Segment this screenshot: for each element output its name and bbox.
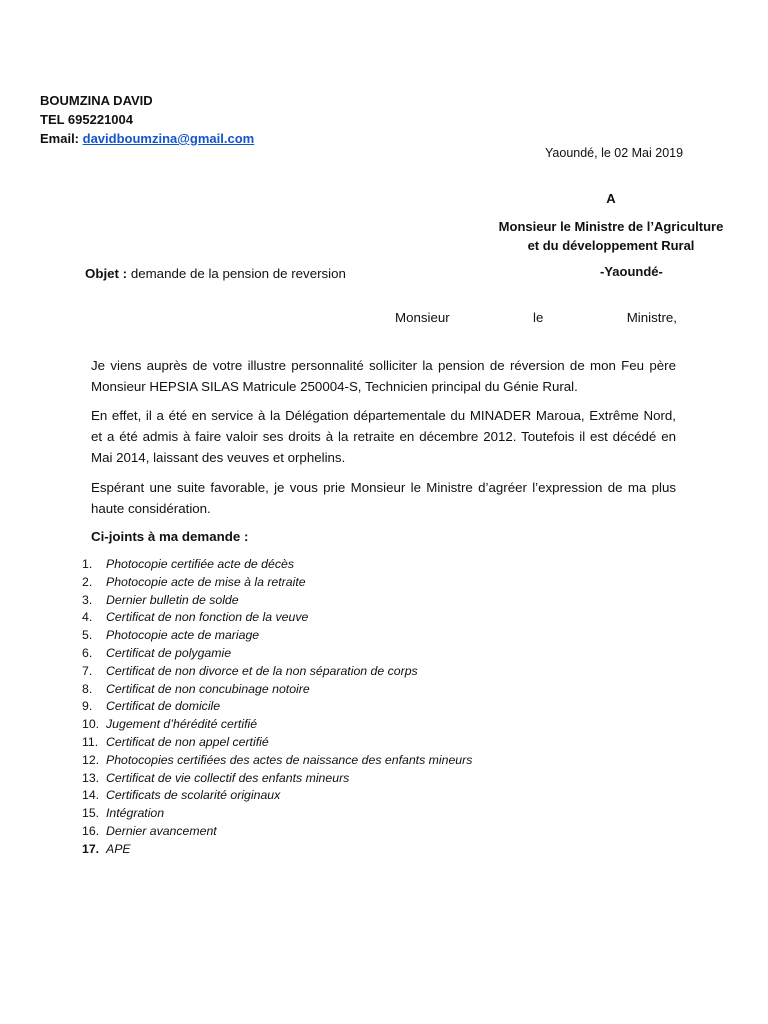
list-item-text: Certificat de vie collectif des enfants mineurs (106, 770, 350, 785)
list-item-text: Photocopie acte de mariage (106, 628, 260, 643)
list-item-number: 10. (82, 717, 100, 732)
list-item-number: 9. (82, 699, 93, 714)
list-item (68, 841, 472, 859)
object-text: demande de la pension de reversion (130, 266, 346, 281)
list-item-text: Dernier bulletin de solde (106, 592, 239, 607)
list-item (68, 609, 472, 627)
list-item-text: Certificat de domicile (106, 699, 221, 714)
recipient-line-1: Monsieur le Ministre de l’Agriculture (498, 219, 724, 234)
attachments-title: Ci-joints à ma demande : (91, 529, 249, 544)
list-item (68, 770, 472, 788)
list-item-number: 12. (82, 752, 100, 767)
list-item (68, 734, 472, 752)
sender-name: BOUMZINA DAVID (40, 93, 153, 108)
email-label: Email: (40, 131, 80, 146)
body-paragraph-1: Je viens auprès de votre illustre personnalité solliciter la pension de réversion de mon Feu père Monsieur HEPSIA SILAS Matricule 250004-S, Technicien principal du Génie Rural. (91, 358, 676, 394)
list-item (68, 645, 472, 663)
list-item-number: 7. (82, 663, 93, 678)
list-item-number: 13. (82, 770, 100, 785)
list-item (68, 752, 472, 770)
attachments-list (68, 556, 472, 859)
recipient-block (480, 217, 742, 255)
list-item-number: 6. (82, 645, 93, 660)
sender-block (40, 91, 254, 148)
list-item (68, 823, 472, 841)
list-item-text: Photocopie certifiée acte de décès (106, 557, 294, 571)
list-item-number: 15. (82, 806, 100, 821)
list-item-text: Certificat de non divorce et de la non séparation de corps (106, 663, 418, 678)
object-line (85, 266, 346, 281)
list-item-number: 1. (82, 557, 93, 571)
list-item-number: 17. (82, 841, 100, 856)
recipient-prefix: A (606, 191, 616, 206)
list-item-number: 11. (82, 734, 99, 749)
salutation-word-2: le (533, 310, 544, 325)
list-item-number: 3. (82, 592, 93, 607)
list-item (68, 627, 472, 645)
salutation-word-3: Ministre, (626, 310, 677, 325)
list-item-number: 14. (82, 788, 100, 803)
list-item-number: 8. (82, 681, 93, 696)
body-paragraph-2: En effet, il a été en service à la Délégation départementale du MINADER Maroua, Extrême Nord, et a été admis à faire valoir ses droits à la retraite en décembre 2012. Toutefois il est décédé en Mai 2014, laissant des veuves et orphelins. (91, 408, 676, 465)
sender-phone: TEL 695221004 (40, 112, 133, 127)
recipient-city: -Yaoundé- (600, 264, 663, 279)
recipient-line-2: et du développement Rural (527, 238, 695, 253)
list-item-text: Jugement d’hérédité certifié (106, 717, 258, 732)
list-item (68, 574, 472, 592)
list-item-text: Certificat de non fonction de la veuve (106, 610, 309, 625)
salutation-word-1: Monsieur (395, 310, 450, 325)
list-item-text: Dernier avancement (106, 823, 217, 838)
list-item-text: Certificat de non concubinage notoire (106, 681, 310, 696)
body-paragraph-3: Espérant une suite favorable, je vous prie Monsieur le Ministre d’agréer l’expression de ma plus haute considération. (91, 480, 676, 516)
list-item-text: Certificat de polygamie (106, 645, 232, 660)
list-item (68, 805, 472, 823)
list-item-number: 2. (82, 574, 93, 589)
list-item (68, 787, 472, 805)
list-item (68, 663, 472, 681)
list-item-text: Certificats de scolarité originaux (106, 788, 281, 803)
list-item-text: Photocopies certifiées des actes de naissance des enfants mineurs (106, 752, 473, 767)
list-item (68, 592, 472, 610)
list-item-text: Certificat de non appel certifié (106, 734, 269, 749)
list-item (68, 556, 472, 574)
date-line: Yaoundé, le 02 Mai 2019 (545, 146, 684, 160)
list-item (68, 698, 472, 716)
list-item (68, 716, 472, 734)
list-item-text: Photocopie acte de mise à la retraite (106, 574, 306, 589)
list-item-text: Intégration (106, 806, 165, 821)
salutation (395, 310, 677, 325)
list-item-number: 5. (82, 628, 93, 643)
list-item-number: 4. (82, 610, 93, 625)
sender-email-line (40, 129, 254, 148)
list-item (68, 681, 472, 699)
email-link[interactable]: davidboumzina@gmail.com (82, 131, 255, 146)
list-item-number: 16. (82, 823, 100, 838)
object-label: Objet : (85, 266, 128, 281)
list-item-text: APE (106, 841, 131, 856)
